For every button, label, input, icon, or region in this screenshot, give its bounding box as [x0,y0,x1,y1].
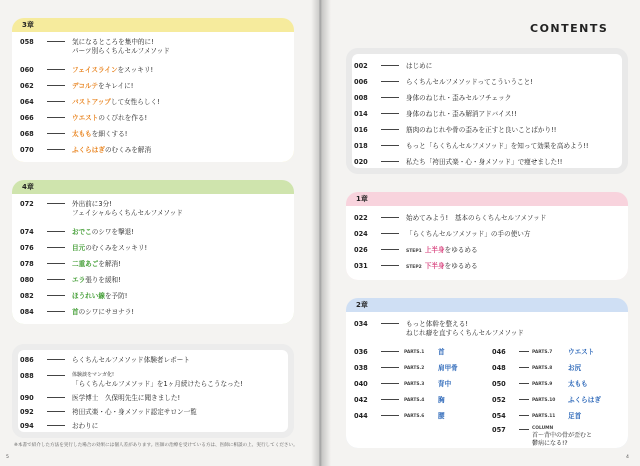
leader-line [47,231,65,232]
toc-title: おわりに [72,422,99,430]
chapter-1-header: 1章 [356,195,368,203]
toc-keyword: ふくらはぎ [568,396,601,404]
toc-keyword: 下半身 [424,262,445,270]
toc-keyword: デコルテ [72,82,99,90]
toc-title: を解消! [98,260,121,268]
page-number: 031 [354,262,368,270]
page-number: 014 [354,110,368,118]
page-number: 036 [354,348,368,356]
leader-line [381,367,399,368]
page-number: 078 [20,260,34,268]
leader-line [381,415,399,416]
page-number: 058 [20,38,34,46]
toc-keyword: 肩甲骨 [438,364,458,372]
toc-keyword: 背中 [438,380,452,388]
chapter-4-box [12,180,294,324]
page-number: 006 [354,78,368,86]
toc-title: 外出前に3分! [72,200,112,208]
leader-line [381,161,399,162]
page-number: 022 [354,214,368,222]
page-number: 060 [20,66,34,74]
leader-line [381,249,399,250]
toc-title: 私たち「袴田式楽・心・身メソッド」で痩せました!! [406,158,563,166]
page-number: 050 [492,380,506,388]
toc-title: らくちんセルフメソッドってこういうこと! [406,78,533,86]
leader-line [47,85,65,86]
appendix-body [12,344,294,438]
leader-line [381,351,399,352]
chapter-1-body [346,206,628,280]
page-number: 076 [20,244,34,252]
page-number: 066 [20,114,34,122]
page-number: 072 [20,200,34,208]
toc-keyword: 首 [72,308,79,316]
toc-title: をキレイに! [98,82,134,90]
page-number: 057 [492,426,506,434]
leader-line [381,65,399,66]
footnote: ※本書で紹介した方法を実行した場合の効果には個人差があります。医師の治療を受けている方は、医師に相談の上、実行してください。 [14,443,298,448]
leader-line [47,149,65,150]
chapter-2-body [346,312,628,448]
chapter-3-box [12,18,294,162]
leader-line [47,69,65,70]
page-number: 024 [354,230,368,238]
toc-title: 医学博士 久保明先生に聞きました! [72,394,181,402]
page-number: 068 [20,130,34,138]
toc-keyword: ほうれい線 [72,292,105,300]
leader-line [47,247,65,248]
page-number-left: 5 [6,455,9,460]
parts-label: PARTS.4 [404,398,425,403]
toc-keyword: エラ [72,276,86,284]
leader-line [47,133,65,134]
leader-line [381,81,399,82]
toc-title: 身体のねじれ・歪み解消アドバイス!! [406,110,517,118]
toc-title: 「らくちんセルフメソッド」を1ヶ月続けたらこうなった! [72,380,243,388]
leader-line [47,311,65,312]
toc-title: をゆるめる [444,246,478,254]
parts-label: PARTS.1 [404,350,425,355]
toc-title: のシワにサヨナラ! [78,308,134,316]
page-number: 044 [354,412,368,420]
leader-line [381,399,399,400]
intro-body [346,48,628,174]
leader-line [47,425,65,426]
chapter-1-box [346,192,628,280]
page-number: 062 [20,82,34,90]
toc-keyword: 腰 [438,412,445,420]
step-label: STEP1 [406,249,422,254]
leader-line [381,129,399,130]
toc-keyword: 目元 [72,244,86,252]
page-number: 064 [20,98,34,106]
page-number: 092 [20,408,34,416]
page-number-right: 4 [626,455,629,460]
toc-title: を予防! [104,292,128,300]
parts-label: PARTS.6 [404,414,425,419]
leader-line [381,265,399,266]
column-label: COLUMN [532,426,554,431]
leader-line [47,295,65,296]
toc-keyword: 二重あご [72,260,99,268]
toc-keyword: 胸 [438,396,445,404]
toc-title: もっと「らくちんセルフメソッド」を知って効果を高めよう!! [406,142,589,150]
leader-line [519,383,529,384]
leader-line [519,429,529,430]
page-number: 094 [20,422,34,430]
chapter-3-body [12,32,294,162]
parts-label: PARTS.11 [532,414,556,419]
leader-line [381,233,399,234]
leader-line [519,415,529,416]
toc-keyword: お尻 [568,364,582,372]
toc-title: 気になるところを集中的に! [72,38,154,46]
parts-label: PARTS.10 [532,398,556,403]
page-number: 090 [20,394,34,402]
toc-title: 始めてみよう! 基本のらくちんセルフメソッド [406,214,547,222]
toc-title: のむくみを解消 [104,146,152,154]
page-number: 040 [354,380,368,388]
toc-title: らくちんセルフメソッド体験者レポート [72,356,190,364]
page-number: 074 [20,228,34,236]
leader-line [47,411,65,412]
leader-line [519,351,529,352]
leader-line [381,145,399,146]
page-number: 054 [492,412,506,420]
parts-label: PARTS.7 [532,350,553,355]
toc-keyword: バストアップ [72,98,111,106]
leader-line [47,101,65,102]
toc-title: 「らくちんセルフメソッド」の手の使い方 [406,230,531,238]
page-number: 002 [354,62,368,70]
toc-title: のくびれを作る! [98,114,148,122]
toc-subtitle: フェイシャルらくちんセルフメソッド [72,209,183,217]
toc-subtitle: 鬱病になる!? [532,440,568,447]
parts-label: PARTS.3 [404,382,425,387]
page-number: 034 [354,320,368,328]
leader-line [47,203,65,204]
toc-title: 首～背中の骨が歪むと [532,432,593,439]
chapter-4-body [12,194,294,324]
toc-keyword: 太もも [72,130,92,138]
toc-title: をスッキリ! [117,66,154,74]
page-number: 088 [20,372,34,380]
leader-line [47,41,65,42]
page-number: 086 [20,356,34,364]
page-number: 048 [492,364,506,372]
page-number: 026 [354,246,368,254]
page-number: 038 [354,364,368,372]
intro-box [346,48,628,174]
toc-title: のむくみをスッキリ! [85,244,148,252]
toc-keyword: ウエスト [72,114,99,122]
toc-keyword: フェイスライン [72,66,118,74]
toc-keyword: ふくらはぎ [72,146,105,154]
page-number: 080 [20,276,34,284]
toc-keyword: 太もも [568,380,588,388]
toc-title: して女性らしく! [110,98,160,106]
toc-keyword: 足首 [568,412,582,420]
toc-keyword: おでこ [72,228,92,236]
leader-line [381,383,399,384]
parts-label: PARTS.2 [404,366,425,371]
page-number: 046 [492,348,506,356]
toc-title: はじめに [406,62,433,70]
toc-subtitle: パーツ別らくちんセルフメソッド [72,47,170,55]
leader-line [381,323,399,324]
leader-line [47,397,65,398]
parts-label: PARTS.8 [532,366,553,371]
chapter-2-header: 2章 [356,301,368,309]
toc-title: を細くする! [91,130,128,138]
toc-title: のシワを撃退! [91,228,134,236]
page-number: 008 [354,94,368,102]
toc-subtitle: ねじれ癖を直すらくちんセルフメソッド [406,329,524,337]
chapter-4-header: 4章 [22,183,34,191]
toc-title: もっと体幹を整える! [406,320,468,328]
book-gutter [311,0,331,466]
leader-line [47,117,65,118]
leader-line [47,263,65,264]
page-number: 070 [20,146,34,154]
leader-line [381,97,399,98]
toc-title: をゆるめる [444,262,478,270]
toc-title: 筋肉のねじれや骨の歪みを正すと良いことばかり!! [406,126,557,134]
leader-line [381,217,399,218]
leader-line [381,113,399,114]
page-number: 018 [354,142,368,150]
leader-line [519,399,529,400]
page-number: 084 [20,308,34,316]
leader-line [47,279,65,280]
page-number: 016 [354,126,368,134]
chapter-3-header: 3章 [22,21,34,29]
toc-kicker: 体験談をマンガ化! [72,372,115,378]
page-number: 042 [354,396,368,404]
contents-title: CONTENTS [530,22,609,35]
toc-keyword: 首 [438,348,445,356]
toc-title: 張りを緩和! [85,276,121,284]
leader-line [519,367,529,368]
leader-line [47,375,65,376]
page-number: 052 [492,396,506,404]
parts-label: PARTS.9 [532,382,553,387]
toc-title: 身体のねじれ・歪みセルフチェック [406,94,512,102]
appendix-box [12,344,294,438]
page-number: 020 [354,158,368,166]
toc-keyword: ウエスト [568,348,595,356]
page-number: 082 [20,292,34,300]
toc-title: 袴田式楽・心・身メソッド認定サロン一覧 [72,408,197,416]
chapter-2-box [346,298,628,448]
leader-line [47,359,65,360]
toc-keyword: 上半身 [424,246,445,254]
step-label: STEP2 [406,265,422,270]
